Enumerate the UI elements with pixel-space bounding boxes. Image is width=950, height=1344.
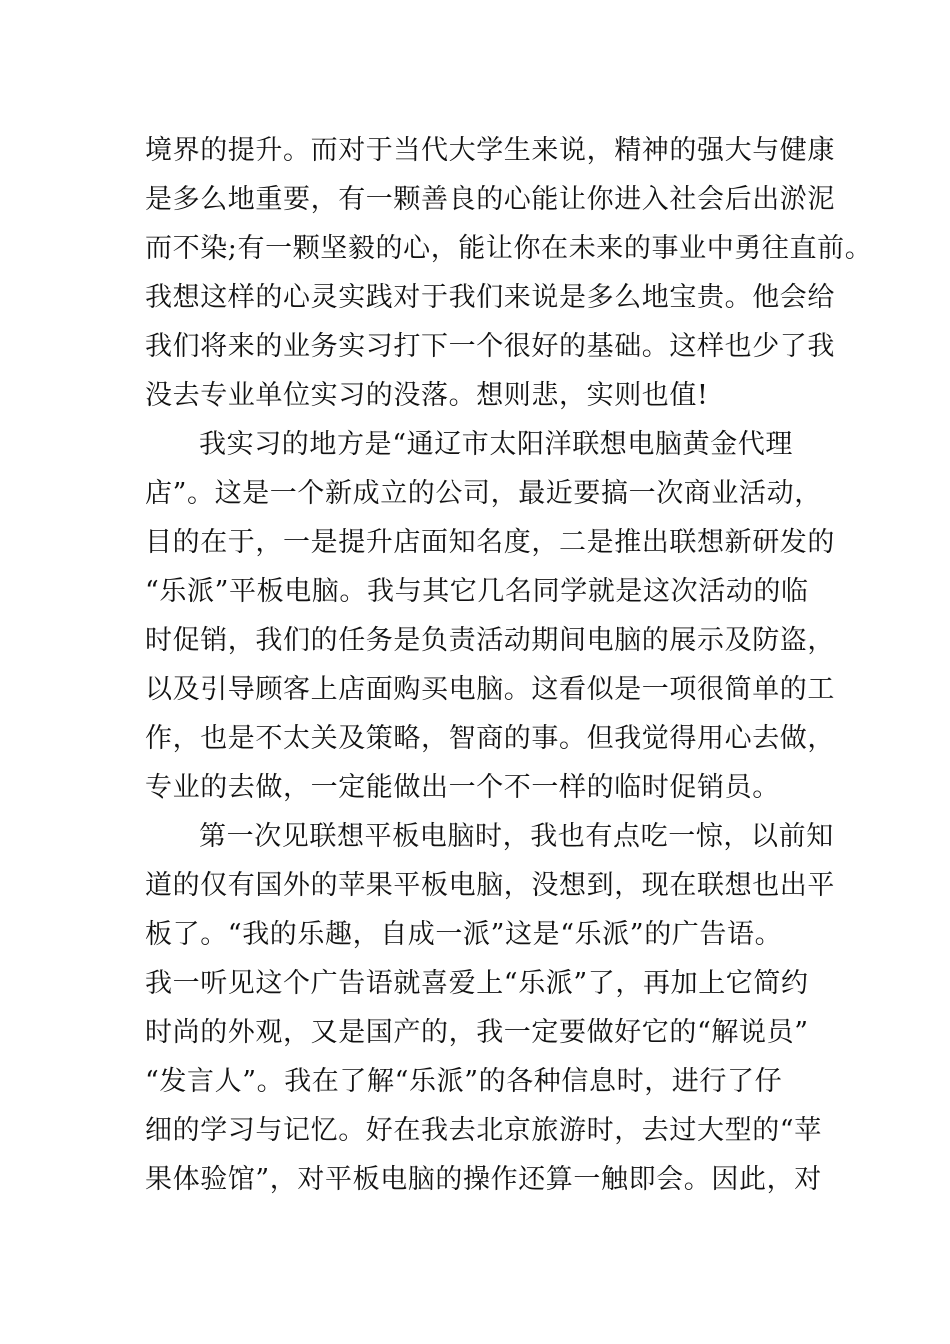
paragraph-first-line: 我实习的地方是“通辽市太阳洋联想电脑黄金代理: [199, 429, 794, 460]
text-line: 细的学习与记忆。好在我去北京旅游时，去过大型的“苹: [145, 1115, 822, 1146]
text-line: 我想这样的心灵实践对于我们来说是多么地宝贵。他会给: [145, 282, 835, 313]
text-line: 目的在于，一是提升店面知名度，二是推出联想新研发的: [145, 527, 835, 558]
text-line: 是多么地重要，有一颗善良的心能让你进入社会后出淤泥: [145, 184, 835, 215]
text-line: 店”。这是一个新成立的公司，最近要搞一次商业活动，: [145, 478, 822, 509]
text-line: 没去专业单位实习的没落。想则悲，实则也值!: [145, 380, 709, 411]
text-line: 板了。“我的乐趣，自成一派”这是“乐派”的广告语。: [145, 919, 783, 950]
text-line: 境界的提升。而对于当代大学生来说，精神的强大与健康: [145, 135, 835, 166]
text-line: 作，也是不太关及策略，智商的事。但我觉得用心去做，: [145, 723, 835, 754]
text-line: 我一听见这个广告语就喜爱上“乐派”了，再加上它简约: [145, 968, 809, 999]
text-line: 而不染;有一颗坚毅的心，能让你在未来的事业中勇往直前。: [145, 233, 873, 264]
text-line: 专业的去做，一定能做出一个不一样的临时促销员。: [145, 772, 780, 803]
paragraph-first-line: 第一次见联想平板电脑时，我也有点吃一惊，以前知: [199, 821, 834, 852]
text-line: “发言人”。我在了解“乐派”的各种信息时，进行了仔: [145, 1066, 783, 1097]
document-body: [145, 126, 873, 1204]
text-line: 果体验馆”，对平板电脑的操作还算一触即会。因此，对: [145, 1164, 822, 1195]
text-line: “乐派”平板电脑。我与其它几名同学就是这次活动的临: [145, 576, 809, 607]
text-line: 时尚的外观，又是国产的，我一定要做好它的“解说员”: [145, 1017, 809, 1048]
text-line: 道的仅有国外的苹果平板电脑，没想到，现在联想也出平: [145, 870, 835, 901]
text-line: 时促销，我们的任务是负责活动期间电脑的展示及防盗，: [145, 625, 835, 656]
text-line: 我们将来的业务实习打下一个很好的基础。这样也少了我: [145, 331, 835, 362]
text-line: 以及引导顾客上店面购买电脑。这看似是一项很简单的工: [145, 674, 835, 705]
